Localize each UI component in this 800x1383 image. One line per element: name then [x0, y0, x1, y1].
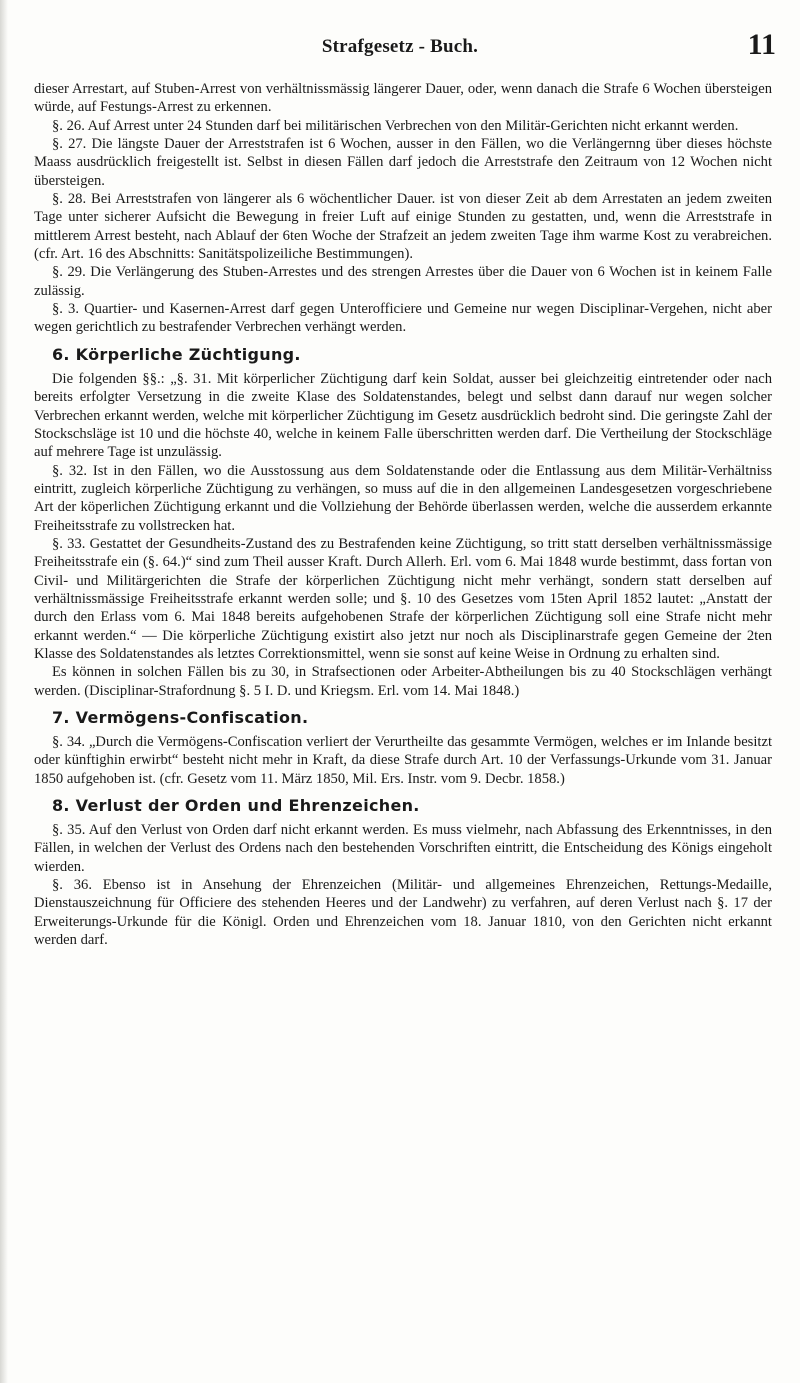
- paragraph-section-34: §. 34. „Durch die Vermögens-Confiscation verliert der Verurtheilte das gesammte Vermögen, welches er im Inlande besitzt oder künftighin erwirbt“ besteht nicht mehr in Kraft, da diese Strafe durch Art. 10 der Verfassungs-Urkunde vom 31. Januar 1850 aufgehoben ist. (cfr. Gesetz vom 11. März 1850, Mil. Ers. Instr. vom 9. Decbr. 1858.): [34, 734, 772, 787]
- paragraph-section-36: §. 36. Ebenso ist in Ansehung der Ehrenzeichen (Militär- und allgemeines Ehrenzeichen, Rettungs-Medaille, Dienstauszeichnung für Officiere des stehenden Heeres und der Landwehr) zu verfahren, auf deren Verlust nach §. 17 der Erweiterungs-Urkunde für die Königl. Orden und Ehrenzeichen vom 18. Januar 1810, von den Gerichten nicht erkannt werden darf.: [34, 877, 772, 949]
- paragraph-section-32: §. 32. Ist in den Fällen, wo die Ausstossung aus dem Soldatenstande oder die Entlassung aus dem Militär-Verhältniss eintritt, zugleich körperliche Züchtigung zu verhängen, so muss auf die in den allgemeinen Landesgesetzen vorgeschriebene Art der köperlichen Züchtigung erkannt und die Vollziehung der Behörde überlassen werden, welche die ausserdem erkannte Freiheitsstrafe zu vollstrecken hat.: [34, 462, 772, 534]
- heading-vermoegens-confiscation: 7. Vermögens-Confiscation.: [52, 708, 309, 727]
- heading-koerperliche-zuechtigung: 6. Körperliche Züchtigung.: [52, 344, 301, 364]
- paragraph-section-3: §. 3. Quartier- und Kasernen-Arrest darf gegen Unterofficiere und Gemeine nur wegen Disciplinar-Vergehen, nicht aber wegen gerichtlich zu bestrafender Verbrechen verhängt werden.: [34, 301, 772, 336]
- paragraph-section-31: Die folgenden §§.: „§. 31. Mit körperlicher Züchtigung darf kein Soldat, ausser bei gleichzeitig eintretender oder nach bereits erfolgter Versetzung in die zweite Klase des Soldatenstandes, belegt und selbst dann darauf nur wegen solcher Verbrechen erkannt werden, welche mit körperlicher Züchtigung im Gesetz ausdrücklich bedroht sind. Die geringste Zahl der Stockschsläge ist 10 und die höchste 40, welche in keinem Falle überschritten werden darf. Die Vertheilung der Stockschläge auf mehrere Tage ist unzulässig.: [34, 370, 772, 461]
- heading-verlust-orden: 8. Verlust der Orden und Ehrenzeichen.: [52, 796, 420, 816]
- body-text: [34, 80, 772, 949]
- page-number: 11: [747, 28, 776, 61]
- paragraph-stockschlaege: Es können in solchen Fällen bis zu 30, in Strafsectionen oder Arbeiter-Abtheilungen bis zu 40 Stockschlägen verhängt werden. (Disciplinar-Strafordnung §. 5 I. D. und Kriegsm. Erl. vom 14. Mai 1848.): [34, 664, 772, 699]
- paragraph-continuation: dieser Arrestart, auf Stuben-Arrest von verhältnissmässig längerer Dauer, oder, wenn danach die Strafe 6 Wochen übersteigen würde, auf Festungs-Arrest zu erkennen.: [34, 81, 772, 116]
- binding-edge: [0, 0, 8, 1383]
- paragraph-section-33: §. 33. Gestattet der Gesundheits-Zustand des zu Bestrafenden keine Züchtigung, so tritt statt derselben verhältnissmässige Freiheitsstrafe ein (§. 64.)“ sind zum Theil ausser Kraft. Durch Allerh. Erl. vom 6. Mai 1848 wurde bestimmt, dass fortan von Civil- und Militärgerichten die Strafe der körperlichen Züchtigung nicht mehr verhängt, sondern statt derselben auf verhältnissmässige Freiheitsstrafe erkannt werden solle; und §. 10 des Gesetzes vom 15ten April 1852 lautet: „Anstatt der durch den Erlass vom 6. Mai 1848 bereits aufgehobenen Strafe der körperlichen Züchtigung soll eine Strafe nicht mehr erkannt werden.“ — Die körperliche Züchtigung existirt also jetzt nur noch als Disciplinarstrafe gegen Gemeine der 2ten Klasse des Soldatenstandes als letztes Correktionsmittel, wenn sie sonst auf keine Weise in Ordnung zu erhalten sind.: [34, 535, 772, 662]
- paragraph-section-28: §. 28. Bei Arreststrafen von längerer als 6 wöchentlicher Dauer. ist von dieser Zeit ab dem Arrestaten an jedem zweiten Tage unter sicherer Aufsicht die Bewegung in freier Luft auf einige Stunden zu gestatten, und, wenn die Arreststrafe in mittlerem Arrest besteht, nach Ablauf der 6ten Woche der Strafzeit an jedem zweiten Tage ihm warme Kost zu verabreichen. (cfr. Art. 16 des Abschnitts: Sanitätspolizeiliche Bestimmungen).: [34, 191, 772, 263]
- running-header: [0, 28, 800, 68]
- running-title: Strafgesetz - Buch.: [321, 36, 479, 57]
- paragraph-section-27: §. 27. Die längste Dauer der Arreststrafen ist 6 Wochen, ausser in den Fällen, wo die Verlängernng über dieses höchste Maass ausdrücklich freigestellt ist. Selbst in diesen Fällen darf jedoch die Arreststrafe den Zeitraum von 12 Wochen nicht übersteigen.: [34, 136, 772, 189]
- paragraph-section-26: §. 26. Auf Arrest unter 24 Stunden darf bei militärischen Verbrechen von den Militär-Gerichten nicht erkannt werden.: [52, 117, 739, 134]
- paragraph-section-35: §. 35. Auf den Verlust von Orden darf nicht erkannt werden. Es muss vielmehr, nach Abfassung des Erkenntnisses, in den Fällen, in welchen der Verlust des Ordens nach den bestehenden Vorschriften eintritt, die Entscheidung des Königs eingeholt wierden.: [34, 822, 772, 875]
- paragraph-section-29: §. 29. Die Verlängerung des Stuben-Arrestes und des strengen Arrestes über die Dauer von 6 Wochen ist in keinem Falle zulässig.: [34, 264, 772, 299]
